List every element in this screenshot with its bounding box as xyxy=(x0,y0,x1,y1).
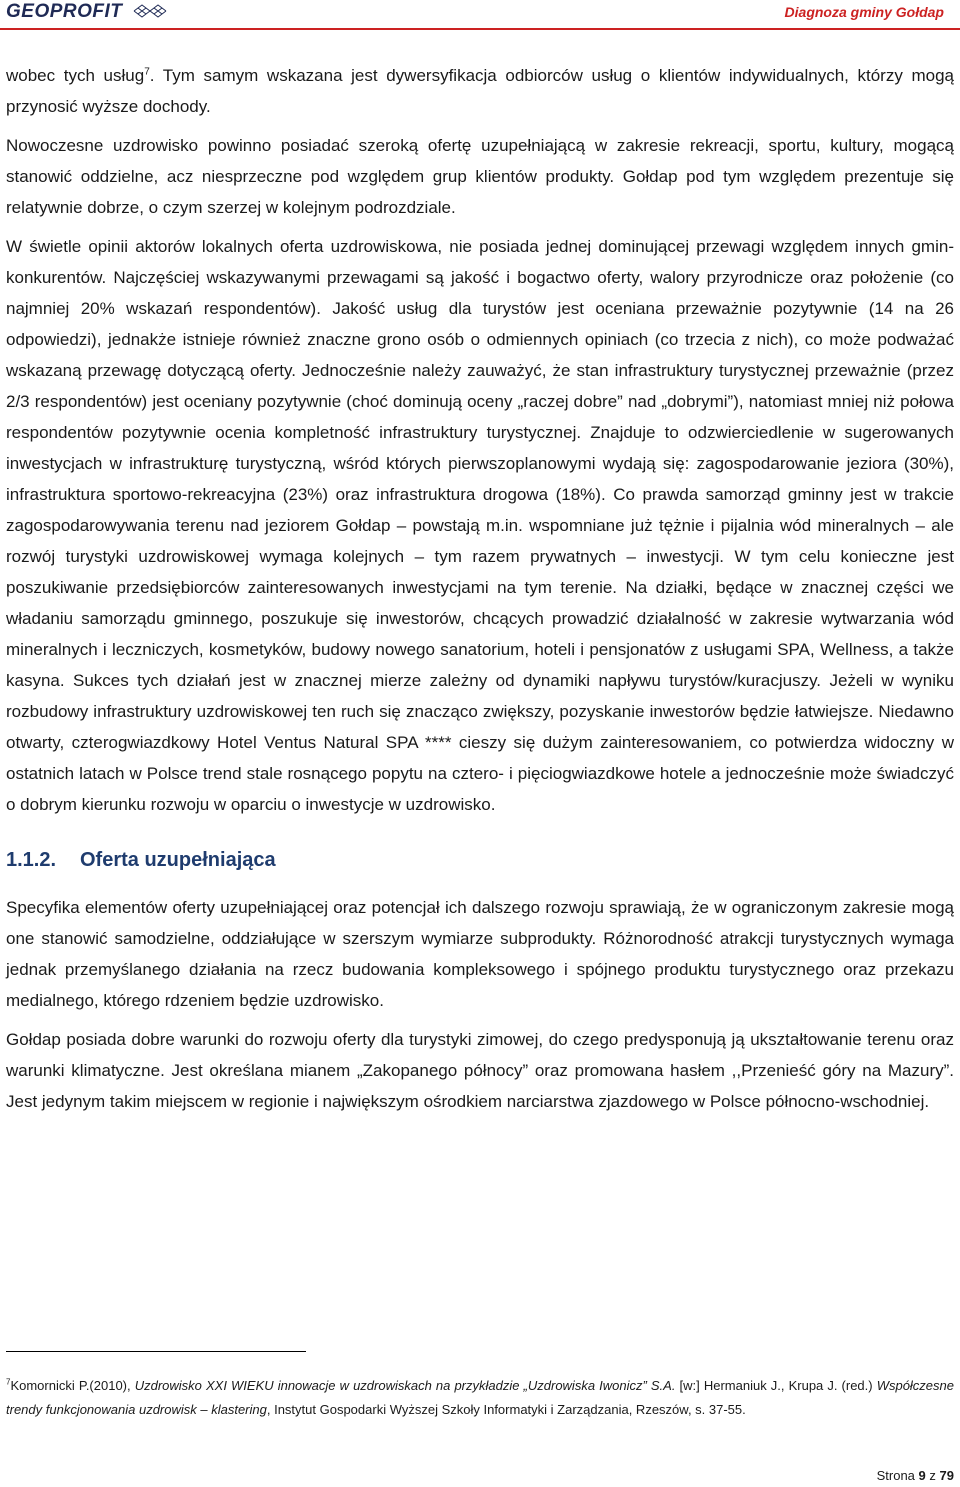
footnote-separator xyxy=(6,1351,306,1352)
footnote-ref[interactable]: 7 xyxy=(144,66,150,78)
page-number: Strona 9 z 79 xyxy=(876,1468,954,1483)
footnote: $^7$Komornicki P.(2010), Uzdrowisko XXI WIEKU innowacje w uzdrowiskach na przykładzie „Uzdrowiska Iwonicz” S.A. [w:] Hermaniuk J., Krupa J. (red.) Współczesne trendy funkcjonowania uzdrowisk – klastering, Instytut Gospodarki Wyższej Szkoły Informatyki i Zarządzania, Rzeszów, s. 37-55. xyxy=(6,1377,954,1417)
document-title: Diagnoza gminy Gołdap xyxy=(784,4,944,20)
page-header xyxy=(0,0,960,30)
section-heading xyxy=(6,846,954,874)
section-title: Oferta uzupełniająca xyxy=(80,849,276,871)
logo-mark-icon xyxy=(132,3,168,19)
section-number: 1.1.2. xyxy=(6,849,57,871)
paragraph: Nowoczesne uzdrowisko powinno posiadać szeroką ofertę uzupełniającą w zakresie rekreacji, sportu, kultury, mogącą stanowić oddzielne, acz niesprzeczne pod względem grup klientów produkty. Gołdap pod tym względem prezentuje się relatywnie dobrze, o czym szerzej w kolejnym podrozdziale. xyxy=(6,136,954,217)
geoprofit-logo: GEOPROFIT xyxy=(6,1,123,22)
footnote-marker: 7 xyxy=(6,1377,11,1387)
paragraph: Specyfika elementów oferty uzupełniającej oraz potencjał ich dalszego rozwoju sprawiają, że w ograniczonym zakresie mogą one stanowić samodzielne, oddziałujące w szerszym wymiarze subprodukty. Różnorodność atrakcji turystycznych wymaga jednak przemyślanego działania na rzecz budowania kompleksowego i spójnego produktu turystycznego oraz przekazu medialnego, którego rdzeniem będzie uzdrowisko. xyxy=(6,898,954,1010)
paragraph: wobec tych usług$^7$. Tym samym wskazana jest dywersyfikacja odbiorców usług o klientów indywidualnych, którzy mogą przynosić wyższe dochody. xyxy=(6,66,954,116)
paragraph: W świetle opinii aktorów lokalnych oferta uzdrowiskowa, nie posiada jednej dominującej przewagi względem innych gmin-konkurentów. Najczęściej wskazywanymi przewagami są jakość i bogactwo oferty, walory przyrodnicze oraz położenie (co najmniej 20% wskazań respondentów). Jakość usług dla turystów jest oceniana przeważnie pozytywnie (14 na 26 odpowiedzi), jednakże istnieje również znaczne grono osób o odmiennych opiniach (co trzecia z nich), co może podważać wskazaną przewagę dotyczącą oferty. Jednocześnie należy zauważyć, że stan infrastruktury turystycznej przeważnie (przez 2/3 respondentów) jest oceniany pozytywnie (choć dominują oceny „raczej dobre” nad „dobrymi”), natomiast mniej niż połowa respondentów pozytywnie ocenia kompletność infrastruktury turystycznej. Znajduje to odzwierciedlenie w sugerowanych inwestycjach w infrastrukturę turystyczną, wśród których pierwszoplanowymi wydają się: zagospodarowanie jeziora (30%), infrastruktura sportowo-rekreacyjna (23%) oraz infrastruktura drogowa (18%). Co prawda samorząd gminny jest w trakcie zagospodarowywania terenu nad jeziorem Gołdap – powstają m.in. wspomniane już tężnie i pijalnia wód mineralnych – ale rozwój turystyki uzdrowiskowej wymaga kolejnych – tym razem prywatnych – inwestycji. W tym celu konieczne jest poszukiwanie przedsiębiorców zainteresowanych inwestycjami na tym terenie. Na działki, będące w znacznej części we władaniu samorządu gminnego, poszukuje się inwestorów, chcących prowadzić działalność w zakresie wytwarzania wód mineralnych i leczniczych, kosmetyków, budowy nowego sanatorium, hoteli i pensjonatów z usługami SPA, Wellness, a także kasyna. Sukces tych działań jest w znacznej mierze zależny od dynamiki napływu turystów/kuracjuszy. Jeżeli w wyniku rozbudowy infrastruktury uzdrowiskowej ten ruch się znacząco zwiększy, pozyskanie inwestorów będzie łatwiejsze. Niedawno otwarty, czterogwiazdkowy Hotel Ventus Natural SPA **** cieszy się dużym zainteresowaniem, co potwierdza widoczny w ostatnich latach w Polsce trend stale rosnącego popytu na cztero- i pięciogwiazdkowe hotele a jednocześnie może świadczyć o dobrym kierunku rozwoju w oparciu o inwestycje w uzdrowisko. xyxy=(6,237,954,814)
page-body xyxy=(6,60,954,1117)
paragraph: Gołdap posiada dobre warunki do rozwoju oferty dla turystyki zimowej, do czego predysponują ją ukształtowanie terenu oraz warunki klimatyczne. Jest określana mianem „Zakopanego północy” oraz promowana hasłem ,,Przenieść góry na Mazury”. Jest jedynym takim miejscem w regionie i największym ośrodkiem narciarstwa zjazdowego w Polsce północno-wschodniej. xyxy=(6,1030,954,1111)
